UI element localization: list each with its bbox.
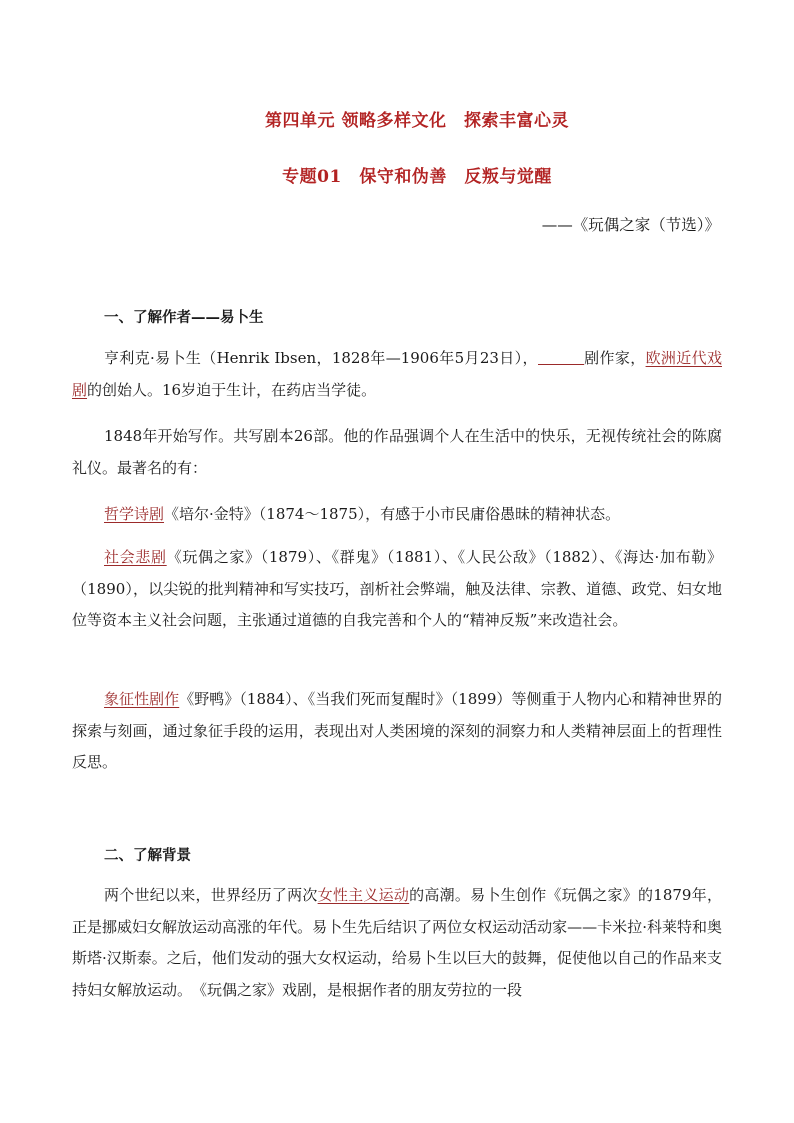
social-tragedy-link[interactable]: 社会悲剧 (104, 548, 167, 566)
philosophical-drama-paragraph (72, 499, 722, 531)
author-intro-tail: 的创始人。16岁迫于生计，在药店当学徒。 (87, 380, 377, 399)
philosophical-drama-text: 《培尔·金特》（1874～1875），有感于小市民庸俗愚昧的精神状态。 (164, 505, 621, 523)
author-intro-paragraph (72, 343, 722, 406)
unit-title: 第四单元 领略多样文化 探索丰富心灵 (265, 111, 569, 131)
source-work: ——《玩偶之家（节选）》 (541, 216, 720, 234)
modern-drama-link[interactable]: 欧洲近代戏剧 (72, 349, 722, 399)
background-text-start: 两个世纪以来，世界经历了两次 (104, 886, 318, 904)
symbolic-drama-text: 《野鸭》（1884）、《当我们死而复醒时》（1899）等侧重于人物内心和精神世界的探索与刻画，通过象征手段的运用，表现出对人类困境的深刻的洞察力和人类精神层面上的哲理性反思。 (72, 690, 722, 771)
background-text-rest: 的高潮。易卜生创作《玩偶之家》的1879年，正是挪威妇女解放运动高涨的年代。易卜生先后结识了两位女权运动活动家——卡米拉·科莱特和奥斯塔·汉斯泰。之后，他们发动的强大女权运动，给易卜生以巨大的鼓舞，促使他以自己的作品来支持妇女解放运动。 《玩偶之家》戏剧，是根据作者的朋友劳拉的一段 (72, 886, 722, 999)
author-role-text: 剧作家， (583, 349, 646, 367)
section-heading-author: 一、了解作者——易卜生 (104, 310, 264, 326)
author-intro-text: 亨利克·易卜生（Henrik Ibsen，1828年—1906年5月23日）， (104, 349, 538, 367)
feminist-movement-link[interactable]: 女性主义运动 (317, 886, 410, 904)
philosophical-drama-link[interactable]: 哲学诗剧 (104, 505, 165, 523)
fill-in-blank (538, 348, 584, 365)
social-tragedy-text: 《玩偶之家》（1879）、《群鬼》（1881）、《人民公敌》（1882）、《海达·加布勒》（1890），以尖锐的批判精神和写实技巧，剖析社会弊端，触及法律、宗教、道德、政党、妇女地位等资本主义社会问题，主张通过道德的自我完善和个人的“精神反叛”来改造社会。 (72, 548, 722, 629)
writing-career-paragraph: 1848年开始写作。共写剧本26部。他的作品强调个人在生活中的快乐，无视传统社会的陈腐礼仪。最著名的有： (72, 427, 722, 477)
symbolic-drama-link[interactable]: 象征性剧作 (104, 690, 180, 708)
symbolic-drama-paragraph (72, 684, 722, 779)
section-heading-background: 二、了解背景 (104, 848, 191, 864)
topic-subtitle: 专题01 保守和伪善 反叛与觉醒 (282, 167, 552, 187)
social-tragedy-paragraph (72, 542, 722, 637)
background-paragraph (72, 880, 722, 1006)
